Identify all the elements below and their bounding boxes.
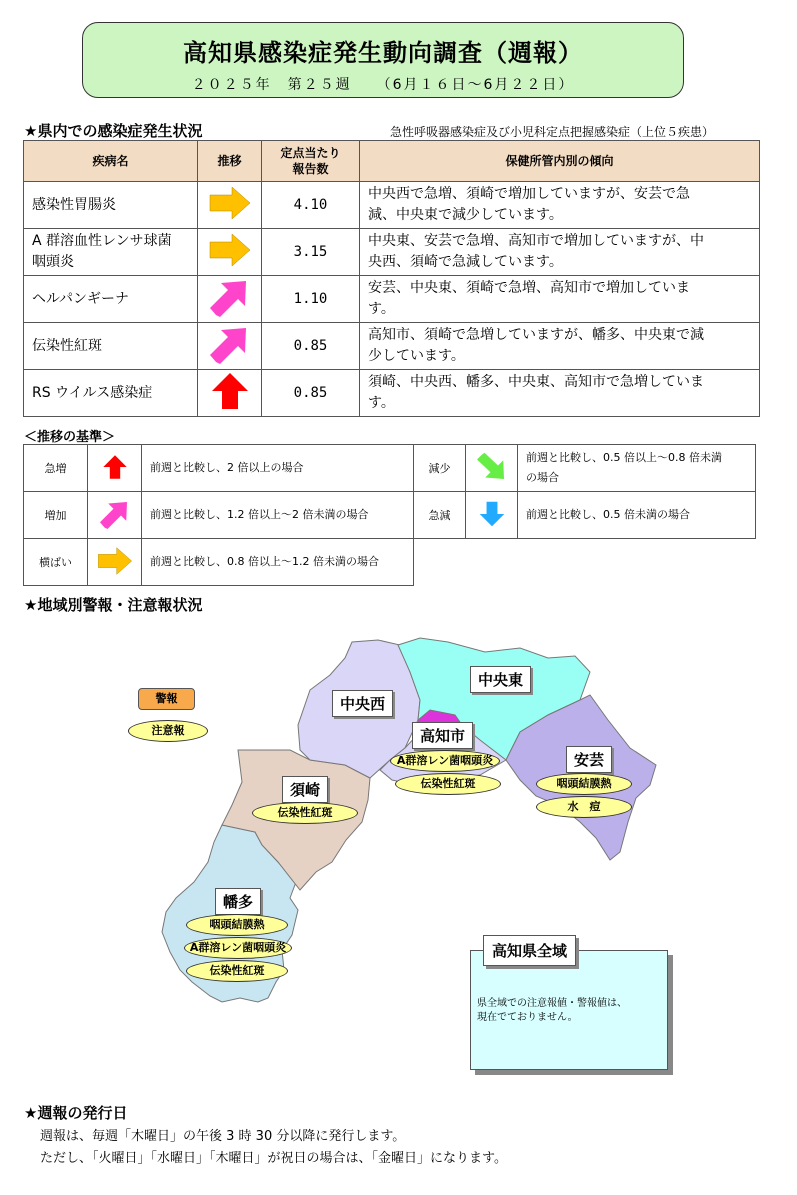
callout-title: 高知県全域 <box>483 935 576 966</box>
rate-value: 1.10 <box>262 276 360 323</box>
col-tendency: 保健所管内別の傾向 <box>360 141 760 182</box>
table-row <box>24 182 760 229</box>
trend-flat-icon <box>198 182 262 229</box>
prefecture-wide-callout <box>470 942 668 1070</box>
advisory-aki-2: 水 痘 <box>536 796 632 818</box>
legend-flat-text: 前週と比較し、0.8 倍以上～1.2 倍未満の場合 <box>142 539 414 586</box>
legend-increase-label: 増加 <box>24 492 88 539</box>
disease-name: RS ウイルス感染症 <box>24 370 198 417</box>
advisory-kochi-2: 伝染性紅斑 <box>395 773 501 795</box>
table-row <box>24 323 760 370</box>
col-disease: 疾病名 <box>24 141 198 182</box>
legend-plunge-label: 急減 <box>414 492 466 539</box>
legend-decrease-text: 前週と比較し、0.5 倍以上～0.8 倍未満 の場合 <box>518 445 756 492</box>
advisory-kochi-1: A群溶レン菌咽頭炎 <box>390 750 500 772</box>
advisory-susaki-1: 伝染性紅斑 <box>252 802 358 824</box>
advisory-key: 注意報 <box>128 720 208 742</box>
rate-value: 0.85 <box>262 370 360 417</box>
region-label-chuou-nishi: 中央西 <box>332 690 393 717</box>
footer-line-2: ただし、「火曜日」「水曜日」「木曜日」が祝日の場合は、「金曜日」になります。 <box>40 1151 507 1166</box>
legend-decrease-label: 減少 <box>414 445 466 492</box>
trend-flat-icon <box>198 229 262 276</box>
advisory-hata-1: 咽頭結膜熱 <box>186 914 288 936</box>
col-trend: 推移 <box>198 141 262 182</box>
disease-name: ヘルパンギーナ <box>24 276 198 323</box>
tendency-text: 中央西で急増、須崎で増加していますが、安芸で急 減、中央東で減少しています。 <box>360 182 760 229</box>
table-header-row <box>24 141 760 182</box>
plunge-arrow-icon <box>466 492 518 539</box>
report-period: ２０２５年 第２５週 （6月１６日～6月２２日） <box>191 77 575 93</box>
legend-surge-label: 急増 <box>24 445 88 492</box>
legend-flat-label: 横ばい <box>24 539 88 586</box>
rate-value: 3.15 <box>262 229 360 276</box>
disease-name: 感染性胃腸炎 <box>24 182 198 229</box>
legend-plunge-text: 前週と比較し、0.5 倍未満の場合 <box>518 492 756 539</box>
legend-increase-text: 前週と比較し、1.2 倍以上～2 倍未満の場合 <box>142 492 414 539</box>
kochi-map <box>0 600 797 1100</box>
section-regional-title: ★地域別警報・注意報状況 <box>24 596 203 614</box>
disease-table <box>23 140 760 417</box>
surge-arrow-icon <box>88 445 142 492</box>
advisory-hata-2: A群溶レン菌咽頭炎 <box>184 937 292 959</box>
rate-value: 4.10 <box>262 182 360 229</box>
table-row <box>24 370 760 417</box>
trend-increase-icon <box>198 276 262 323</box>
region-label-chuou-higashi: 中央東 <box>470 666 531 693</box>
rate-value: 0.85 <box>262 323 360 370</box>
advisory-aki-1: 咽頭結膜熱 <box>536 773 632 795</box>
disease-name: A 群溶血性レンサ球菌 咽頭炎 <box>24 229 198 276</box>
tendency-text: 中央東、安芸で急増、高知市で増加していますが、中 央西、須崎で急減しています。 <box>360 229 760 276</box>
table-row <box>24 229 760 276</box>
legend-surge-text: 前週と比較し、2 倍以上の場合 <box>142 445 414 492</box>
report-header <box>82 22 684 98</box>
table-row <box>24 276 760 323</box>
warning-key: 警報 <box>138 688 195 710</box>
region-label-aki: 安芸 <box>566 746 612 773</box>
section-outbreak-note: 急性呼吸器感染症及び小児科定点把握感染症（上位５疾患） <box>390 125 715 139</box>
callout-text: 県全域での注意報値・警報値は、 現在でておりません。 <box>477 998 627 1023</box>
footer-title: ★週報の発行日 <box>24 1104 128 1122</box>
col-rate: 定点当たり 報告数 <box>262 141 360 182</box>
flat-arrow-icon <box>88 539 142 586</box>
tendency-text: 高知市、須崎で急増していますが、幡多、中央東で減 少しています。 <box>360 323 760 370</box>
tendency-text: 安芸、中央東、須崎で急増、高知市で増加していま す。 <box>360 276 760 323</box>
decrease-arrow-icon <box>466 445 518 492</box>
advisory-hata-3: 伝染性紅斑 <box>186 960 288 982</box>
disease-name: 伝染性紅斑 <box>24 323 198 370</box>
section-outbreak-title: ★県内での感染症発生状況 <box>24 122 203 140</box>
tendency-text: 須崎、中央西、幡多、中央東、高知市で急増していま す。 <box>360 370 760 417</box>
trend-legend <box>23 444 756 586</box>
region-label-susaki: 須崎 <box>282 776 328 803</box>
report-title: 高知県感染症発生動向調査（週報） <box>183 39 583 67</box>
trend-increase-icon <box>198 323 262 370</box>
footer-line-1: 週報は、毎週「木曜日」の午後 3 時 30 分以降に発行します。 <box>40 1129 406 1144</box>
legend-title: ＜推移の基準＞ <box>24 430 116 445</box>
region-label-hata: 幡多 <box>215 888 261 915</box>
increase-arrow-icon <box>88 492 142 539</box>
region-label-kochi-city: 高知市 <box>412 722 473 749</box>
trend-surge-icon <box>198 370 262 417</box>
